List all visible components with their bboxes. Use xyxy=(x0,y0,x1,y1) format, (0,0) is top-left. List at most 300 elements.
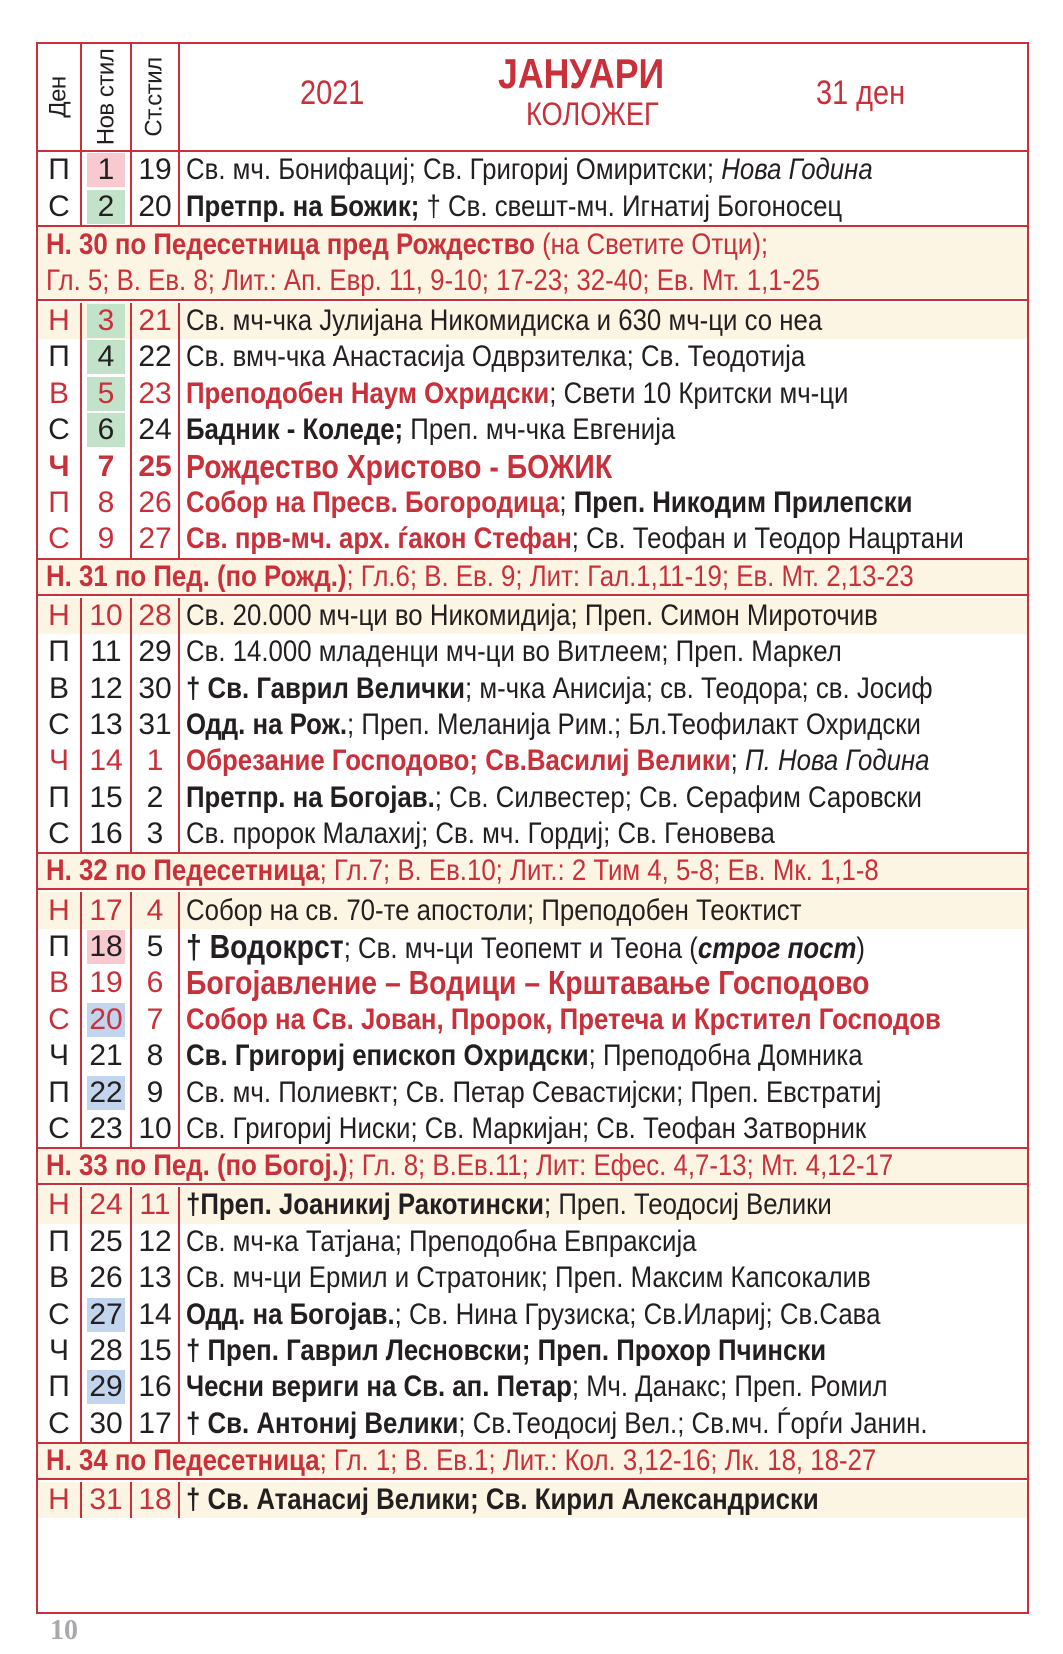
old-style-date-cell: 16 xyxy=(132,1369,180,1405)
day-row xyxy=(38,743,1027,779)
feast-text xyxy=(186,377,848,411)
weekday-cell: Н xyxy=(38,598,82,634)
new-style-date-cell xyxy=(82,1111,132,1147)
weekday-cell: Ч xyxy=(38,1038,82,1074)
day-row xyxy=(38,485,1027,521)
new-style-date-cell xyxy=(82,1482,132,1518)
text-segment: Одд. на Рож. xyxy=(186,707,348,741)
new-style-date-cell xyxy=(82,670,132,706)
feast-description xyxy=(180,1333,1027,1369)
text-segment: Чесни вериги на Св. ап. Петар xyxy=(186,1370,572,1404)
old-style-date-cell: 2 xyxy=(132,780,180,816)
weekday-cell: В xyxy=(38,1260,82,1296)
text-segment: † Преп. Гаврил Лесновски; Преп. Прохор Пчински xyxy=(186,1333,827,1367)
new-style-date-cell xyxy=(82,1260,132,1296)
text-segment: † Св. свешт-мч. Игнатиј Богоносец xyxy=(419,189,843,223)
day-row xyxy=(38,1260,1027,1296)
weekday-cell: П xyxy=(38,780,82,816)
text-segment: П. Нова Година xyxy=(744,744,930,778)
new-style-date-cell xyxy=(82,1296,132,1332)
text-segment: ; Преп. Теодосиј Велики xyxy=(544,1188,832,1222)
old-style-date-cell: 28 xyxy=(132,598,180,634)
feast-text xyxy=(186,817,775,851)
old-style-date-cell: 13 xyxy=(132,1260,180,1296)
text-segment: Св. 14.000 младенци мч-ци во Витлеем; Преп. Маркел xyxy=(186,635,842,669)
text-segment: Н. 30 по Педесетница пред Рождество xyxy=(46,227,535,261)
feast-description xyxy=(180,1002,1027,1038)
new-style-date-cell xyxy=(82,521,132,557)
feast-description xyxy=(180,188,1027,224)
weekday-cell: П xyxy=(38,339,82,375)
feast-description xyxy=(180,1369,1027,1405)
text-segment: (на Светите Отци); xyxy=(534,227,769,261)
new-style-date-cell xyxy=(82,598,132,634)
week-header-line xyxy=(46,854,878,888)
new-style-date: 29 xyxy=(87,1370,125,1404)
day-row xyxy=(38,1333,1027,1369)
text-segment: † Св. Гаврил Велички xyxy=(186,671,466,705)
text-segment: строг пост xyxy=(697,932,857,965)
text-segment: Претпр. на Божик; xyxy=(186,189,420,223)
text-segment: Собор на Св. Јован, Пророк, Претеча и Крстител Господов xyxy=(186,1002,941,1036)
feast-description xyxy=(180,1038,1027,1074)
weekday-cell: П xyxy=(38,1224,82,1260)
weekday-cell: С xyxy=(38,188,82,224)
new-style-date: 8 xyxy=(97,485,115,519)
day-row xyxy=(38,1406,1027,1442)
weekday-cell: П xyxy=(38,152,82,188)
text-segment: Обрезание Господово; Св.Василиј Велики xyxy=(186,744,731,778)
old-style-date-cell: 17 xyxy=(132,1406,180,1442)
weekday-cell: П xyxy=(38,485,82,521)
day-row xyxy=(38,1111,1027,1147)
day-row xyxy=(38,376,1027,412)
old-style-date-cell: 6 xyxy=(132,965,180,1001)
weekday-cell: Ч xyxy=(38,1333,82,1369)
text-segment: Н. 32 по Педесетница xyxy=(46,854,320,888)
day-row xyxy=(38,598,1027,634)
old-style-date-cell: 27 xyxy=(132,521,180,557)
feast-text xyxy=(186,486,913,520)
old-style-date-cell: 7 xyxy=(132,1002,180,1038)
text-segment: Св. мч-ка Татјана; Преподобна Евпраксија xyxy=(186,1224,697,1258)
text-segment: † Св. Атанасиј Велики; Св. Кирил Александриски xyxy=(186,1483,819,1517)
new-style-date: 2 xyxy=(87,190,125,224)
new-style-date-cell xyxy=(82,303,132,339)
day-row xyxy=(38,929,1027,965)
new-style-date: 6 xyxy=(87,413,125,447)
old-style-date-cell: 30 xyxy=(132,670,180,706)
old-style-date-cell: 22 xyxy=(132,339,180,375)
new-style-date: 12 xyxy=(89,671,123,705)
week-header xyxy=(38,852,1027,890)
text-segment: Нова Година xyxy=(721,153,873,187)
feast-description xyxy=(180,670,1027,706)
feast-description xyxy=(180,412,1027,448)
text-segment: ; Свети 10 Критски мч-ци xyxy=(549,376,849,410)
weekday-cell: С xyxy=(38,1002,82,1038)
text-segment: ; м-чка Анисија; св. Теодора; св. Јосиф xyxy=(465,671,933,705)
week-header-line xyxy=(46,560,914,594)
text-segment: Св. мч. Бонифациј; Св. Григориј Омиритски; xyxy=(186,153,722,187)
weekday-cell: С xyxy=(38,816,82,852)
day-row xyxy=(38,152,1027,188)
feast-description xyxy=(180,448,1027,484)
weekday-cell: П xyxy=(38,1074,82,1110)
old-style-date-cell: 18 xyxy=(132,1482,180,1518)
day-row xyxy=(38,448,1027,484)
new-style-date: 9 xyxy=(97,522,115,556)
feast-text xyxy=(186,1261,871,1295)
text-segment: Н. 34 по Педесетница xyxy=(46,1444,320,1477)
new-style-date: 5 xyxy=(87,377,125,411)
column-header-new-style-label: Нов стил xyxy=(92,48,119,146)
new-style-date-cell xyxy=(82,152,132,188)
day-row xyxy=(38,1002,1027,1038)
old-style-date-cell: 29 xyxy=(132,634,180,670)
feast-text xyxy=(186,1334,826,1368)
day-row xyxy=(38,1224,1027,1260)
new-style-date-cell xyxy=(82,1187,132,1223)
text-segment: ; Преподобна Домника xyxy=(588,1039,863,1073)
new-style-date-cell xyxy=(82,1038,132,1074)
text-segment: ; Гл. 1; В. Ев.1; Лит.: Кол. 3,12-16; Лк. 18, 18-27 xyxy=(319,1444,877,1477)
text-segment: † Водокрст xyxy=(186,928,344,965)
text-segment: Н. 31 по Пед. xyxy=(46,559,210,593)
old-style-date-cell: 19 xyxy=(132,152,180,188)
weekday-cell: П xyxy=(38,634,82,670)
calendar-table xyxy=(36,42,1029,1614)
new-style-date-cell xyxy=(82,1369,132,1405)
feast-description xyxy=(180,1406,1027,1442)
text-segment: ; Св. Силвестер; Св. Серафим Саровски xyxy=(434,780,922,814)
new-style-date-cell xyxy=(82,1224,132,1260)
day-row xyxy=(38,339,1027,375)
weekday-cell: В xyxy=(38,670,82,706)
month-subtitle: КОЛОЖЕГ xyxy=(526,96,659,132)
new-style-date: 28 xyxy=(89,1333,123,1367)
new-style-date-cell xyxy=(82,892,132,928)
new-style-date-cell xyxy=(82,412,132,448)
new-style-date: 31 xyxy=(89,1483,123,1517)
feast-description xyxy=(180,1296,1027,1332)
feast-text xyxy=(186,744,929,778)
weekday-cell: С xyxy=(38,412,82,448)
old-style-date-cell: 5 xyxy=(132,929,180,965)
day-row xyxy=(38,816,1027,852)
feast-description xyxy=(180,634,1027,670)
feast-text xyxy=(186,340,805,374)
text-segment: Н. 33 по Пед. xyxy=(46,1149,210,1183)
days-count: 31 ден xyxy=(816,74,906,112)
text-segment: †Преп. Јоаникиј Ракотински xyxy=(186,1188,545,1222)
feast-text xyxy=(186,413,675,447)
new-style-date: 4 xyxy=(87,340,125,374)
text-segment: (по Рожд.) xyxy=(209,559,347,593)
new-style-date-cell xyxy=(82,1406,132,1442)
new-style-date: 19 xyxy=(89,966,123,1000)
new-style-date-cell xyxy=(82,339,132,375)
new-style-date-cell xyxy=(82,634,132,670)
text-segment: ; Мч. Данакс; Преп. Ромил xyxy=(571,1370,888,1404)
feast-text xyxy=(186,1483,819,1517)
day-row xyxy=(38,707,1027,743)
weekday-cell: Н xyxy=(38,303,82,339)
feast-text xyxy=(186,1076,881,1110)
weekday-cell: С xyxy=(38,521,82,557)
text-segment: ; xyxy=(559,485,574,519)
weekday-cell: Ч xyxy=(38,743,82,779)
old-style-date-cell: 21 xyxy=(132,303,180,339)
weekday-cell: В xyxy=(38,965,82,1001)
weekday-cell: П xyxy=(38,929,82,965)
feast-text xyxy=(186,599,878,633)
new-style-date-cell xyxy=(82,448,132,484)
weekday-cell: В xyxy=(38,376,82,412)
old-style-date-cell: 25 xyxy=(132,448,180,484)
year-label: 2021 xyxy=(300,74,365,112)
text-segment: Претпр. на Богојав. xyxy=(186,780,435,814)
text-segment: ; Преп. Меланија Рим.; Бл.Теофилакт Охридски xyxy=(347,707,921,741)
new-style-date: 16 xyxy=(89,817,123,851)
feast-description xyxy=(180,965,1027,1001)
feast-description xyxy=(180,485,1027,521)
week-header-line xyxy=(46,227,768,263)
feast-description xyxy=(180,743,1027,779)
day-row xyxy=(38,670,1027,706)
day-row xyxy=(38,412,1027,448)
text-segment: ; Гл.6; В. Ев. 9; Лит: Гал.1,11-19; Ев. Мт. 2,13-23 xyxy=(346,559,914,593)
feast-description xyxy=(180,339,1027,375)
day-row xyxy=(38,892,1027,928)
text-segment: ; Гл. 8; В.Ев.11; Лит: Ефес. 4,7-13; Мт. 4,12-17 xyxy=(347,1149,894,1183)
new-style-date: 15 xyxy=(89,780,123,814)
day-row xyxy=(38,303,1027,339)
new-style-date-cell xyxy=(82,1074,132,1110)
weekday-cell: Н xyxy=(38,892,82,928)
feast-description xyxy=(180,780,1027,816)
feast-text xyxy=(186,928,865,966)
feast-text xyxy=(186,1407,928,1441)
text-segment: Собор на Пресв. Богородица xyxy=(186,485,560,519)
day-row xyxy=(38,1482,1027,1518)
weekday-cell: С xyxy=(38,1111,82,1147)
new-style-date: 20 xyxy=(87,1003,125,1037)
feast-text xyxy=(186,522,964,556)
text-segment: Св. пророк Малахиј; Св. мч. Гордиј; Св. Геновева xyxy=(186,817,775,851)
old-style-date-cell: 1 xyxy=(132,743,180,779)
feast-description xyxy=(180,707,1027,743)
new-style-date: 30 xyxy=(89,1406,123,1440)
day-row xyxy=(38,1074,1027,1110)
text-segment: Св. Григориј епископ Охридски xyxy=(186,1039,589,1073)
day-row xyxy=(38,521,1027,557)
new-style-date: 14 xyxy=(89,744,123,778)
old-style-date-cell: 23 xyxy=(132,376,180,412)
new-style-date: 24 xyxy=(89,1188,123,1222)
day-row xyxy=(38,188,1027,224)
new-style-date: 13 xyxy=(89,707,123,741)
column-header-old-style xyxy=(132,44,180,150)
feast-description xyxy=(180,598,1027,634)
week-header-line xyxy=(46,1444,876,1478)
calendar-header xyxy=(38,44,1027,152)
week-header xyxy=(38,558,1027,596)
new-style-date: 17 xyxy=(89,893,123,927)
feast-text xyxy=(186,1039,863,1073)
month-title: ЈАНУАРИ xyxy=(498,50,665,97)
old-style-date-cell: 12 xyxy=(132,1224,180,1260)
feast-description xyxy=(180,376,1027,412)
text-segment: † Св. Антониј Велики xyxy=(186,1406,459,1440)
feast-text xyxy=(186,304,822,338)
old-style-date-cell: 10 xyxy=(132,1111,180,1147)
new-style-date: 1 xyxy=(87,153,125,187)
feast-description xyxy=(180,1074,1027,1110)
new-style-date: 22 xyxy=(87,1076,125,1110)
feast-description xyxy=(180,521,1027,557)
text-segment: ; Св. Теофан и Теодор Нацртани xyxy=(571,522,964,556)
feast-text xyxy=(186,1370,888,1404)
feast-text xyxy=(186,708,921,742)
text-segment: Преп. мч-чка Евгенија xyxy=(403,413,676,447)
weekday-cell: Н xyxy=(38,1482,82,1518)
new-style-date: 26 xyxy=(89,1261,123,1295)
feast-description xyxy=(180,1111,1027,1147)
old-style-date-cell: 24 xyxy=(132,412,180,448)
old-style-date-cell: 11 xyxy=(132,1187,180,1223)
text-segment: (по Богој.) xyxy=(209,1149,348,1183)
feast-description xyxy=(180,892,1027,928)
day-row xyxy=(38,634,1027,670)
text-segment: Одд. на Богојав. xyxy=(186,1297,395,1331)
old-style-date-cell: 8 xyxy=(132,1038,180,1074)
feast-text xyxy=(186,1298,880,1332)
new-style-date: 18 xyxy=(87,930,125,964)
new-style-date: 10 xyxy=(89,598,123,632)
day-row xyxy=(38,965,1027,1001)
feast-description xyxy=(180,1187,1027,1223)
text-segment: ; xyxy=(730,744,745,778)
feast-text xyxy=(186,448,612,486)
text-segment: Собор на св. 70-те апостоли; Преподобен Теоктист xyxy=(186,893,802,927)
new-style-date-cell xyxy=(82,485,132,521)
text-segment: ; Св.Теодосиј Вел.; Св.мч. Ѓорѓи Јанин. xyxy=(458,1406,928,1440)
text-segment: Преп. Никодим Прилепски xyxy=(573,485,913,519)
text-segment: Св. мч-ци Ермил и Стратоник; Преп. Максим Капсокалив xyxy=(186,1261,871,1295)
page-number: 10 xyxy=(50,1615,78,1646)
text-segment: Св. мч. Полиевкт; Св. Петар Севастијски; Преп. Евстратиј xyxy=(186,1075,882,1109)
column-header-new-style xyxy=(82,44,132,150)
column-header-day-label: Ден xyxy=(44,76,72,118)
feast-description xyxy=(180,303,1027,339)
old-style-date-cell: 20 xyxy=(132,188,180,224)
new-style-date-cell xyxy=(82,743,132,779)
old-style-date-cell: 15 xyxy=(132,1333,180,1369)
feast-text xyxy=(186,672,933,706)
new-style-date: 27 xyxy=(87,1298,125,1332)
text-segment: ; Гл.7; В. Ев.10; Лит.: 2 Тим 4, 5-8; Ев. Мк. 1,1-8 xyxy=(319,854,879,888)
text-segment: ; Св. мч-ци Теопемт и Теона ( xyxy=(343,932,698,965)
new-style-date-cell xyxy=(82,707,132,743)
new-style-date-cell xyxy=(82,188,132,224)
text-segment: Св. 20.000 мч-ци во Никомидија; Преп. Симон Мироточив xyxy=(186,598,878,632)
column-header-old-style-label: Ст.стил xyxy=(141,57,169,137)
day-row xyxy=(38,1296,1027,1332)
new-style-date: 11 xyxy=(90,635,122,669)
new-style-date-cell xyxy=(82,376,132,412)
day-row xyxy=(38,1369,1027,1405)
text-segment: Св. вмч-чка Анастасија Одврзителка; Св. Теодотија xyxy=(186,340,806,374)
old-style-date-cell: 14 xyxy=(132,1296,180,1332)
feast-description xyxy=(180,929,1027,965)
text-segment: Бадник - Коледе; xyxy=(186,413,404,447)
new-style-date: 23 xyxy=(89,1111,123,1145)
text-segment: ) xyxy=(856,932,866,965)
text-segment: Богојавление – Водици – Крштавање Господово xyxy=(186,964,870,1002)
day-row xyxy=(38,1187,1027,1223)
old-style-date-cell: 9 xyxy=(132,1074,180,1110)
feast-text xyxy=(186,153,873,187)
week-header xyxy=(38,225,1027,301)
old-style-date-cell: 4 xyxy=(132,892,180,928)
weekday-cell: С xyxy=(38,1296,82,1332)
feast-text xyxy=(186,635,842,669)
new-style-date-cell xyxy=(82,1002,132,1038)
new-style-date: 21 xyxy=(89,1039,123,1073)
new-style-date: 3 xyxy=(87,304,125,338)
weekday-cell: Н xyxy=(38,1187,82,1223)
weekday-cell: П xyxy=(38,1369,82,1405)
new-style-date-cell xyxy=(82,929,132,965)
day-row xyxy=(38,780,1027,816)
feast-description xyxy=(180,1260,1027,1296)
new-style-date-cell xyxy=(82,965,132,1001)
weekday-cell: Ч xyxy=(38,448,82,484)
text-segment: Св. прв-мч. арх. ѓакон Стефан xyxy=(186,522,572,556)
text-segment: Св. мч-чка Јулијана Никомидиска и 630 мч-ци со неа xyxy=(186,303,823,337)
week-header-line xyxy=(46,1149,893,1183)
week-header xyxy=(38,1147,1027,1185)
column-header-day xyxy=(38,44,82,150)
week-header xyxy=(38,1442,1027,1480)
text-segment: ; Св. Нина Грузиска; Св.Илариј; Св.Сава xyxy=(394,1297,881,1331)
feast-text xyxy=(186,1188,832,1222)
feast-text xyxy=(186,964,870,1002)
text-segment: Св. Григориј Ниски; Св. Маркијан; Св. Теофан Затворник xyxy=(186,1111,867,1145)
feast-text xyxy=(186,190,842,224)
week-header-line xyxy=(46,263,820,299)
old-style-date-cell: 3 xyxy=(132,816,180,852)
feast-description xyxy=(180,152,1027,188)
feast-text xyxy=(186,781,922,815)
new-style-date-cell xyxy=(82,1333,132,1369)
day-row xyxy=(38,1038,1027,1074)
new-style-date-cell xyxy=(82,816,132,852)
new-style-date-cell xyxy=(82,780,132,816)
text-segment: Рождество Христово - БОЖИК xyxy=(186,447,613,485)
old-style-date-cell: 31 xyxy=(132,707,180,743)
weekday-cell: С xyxy=(38,707,82,743)
feast-text xyxy=(186,1225,697,1259)
new-style-date: 7 xyxy=(97,449,115,483)
old-style-date-cell: 26 xyxy=(132,485,180,521)
feast-description xyxy=(180,1224,1027,1260)
feast-text xyxy=(186,1003,941,1037)
new-style-date: 25 xyxy=(89,1224,123,1258)
feast-text xyxy=(186,894,802,928)
text-segment: Преподобен Наум Охридски xyxy=(186,376,550,410)
